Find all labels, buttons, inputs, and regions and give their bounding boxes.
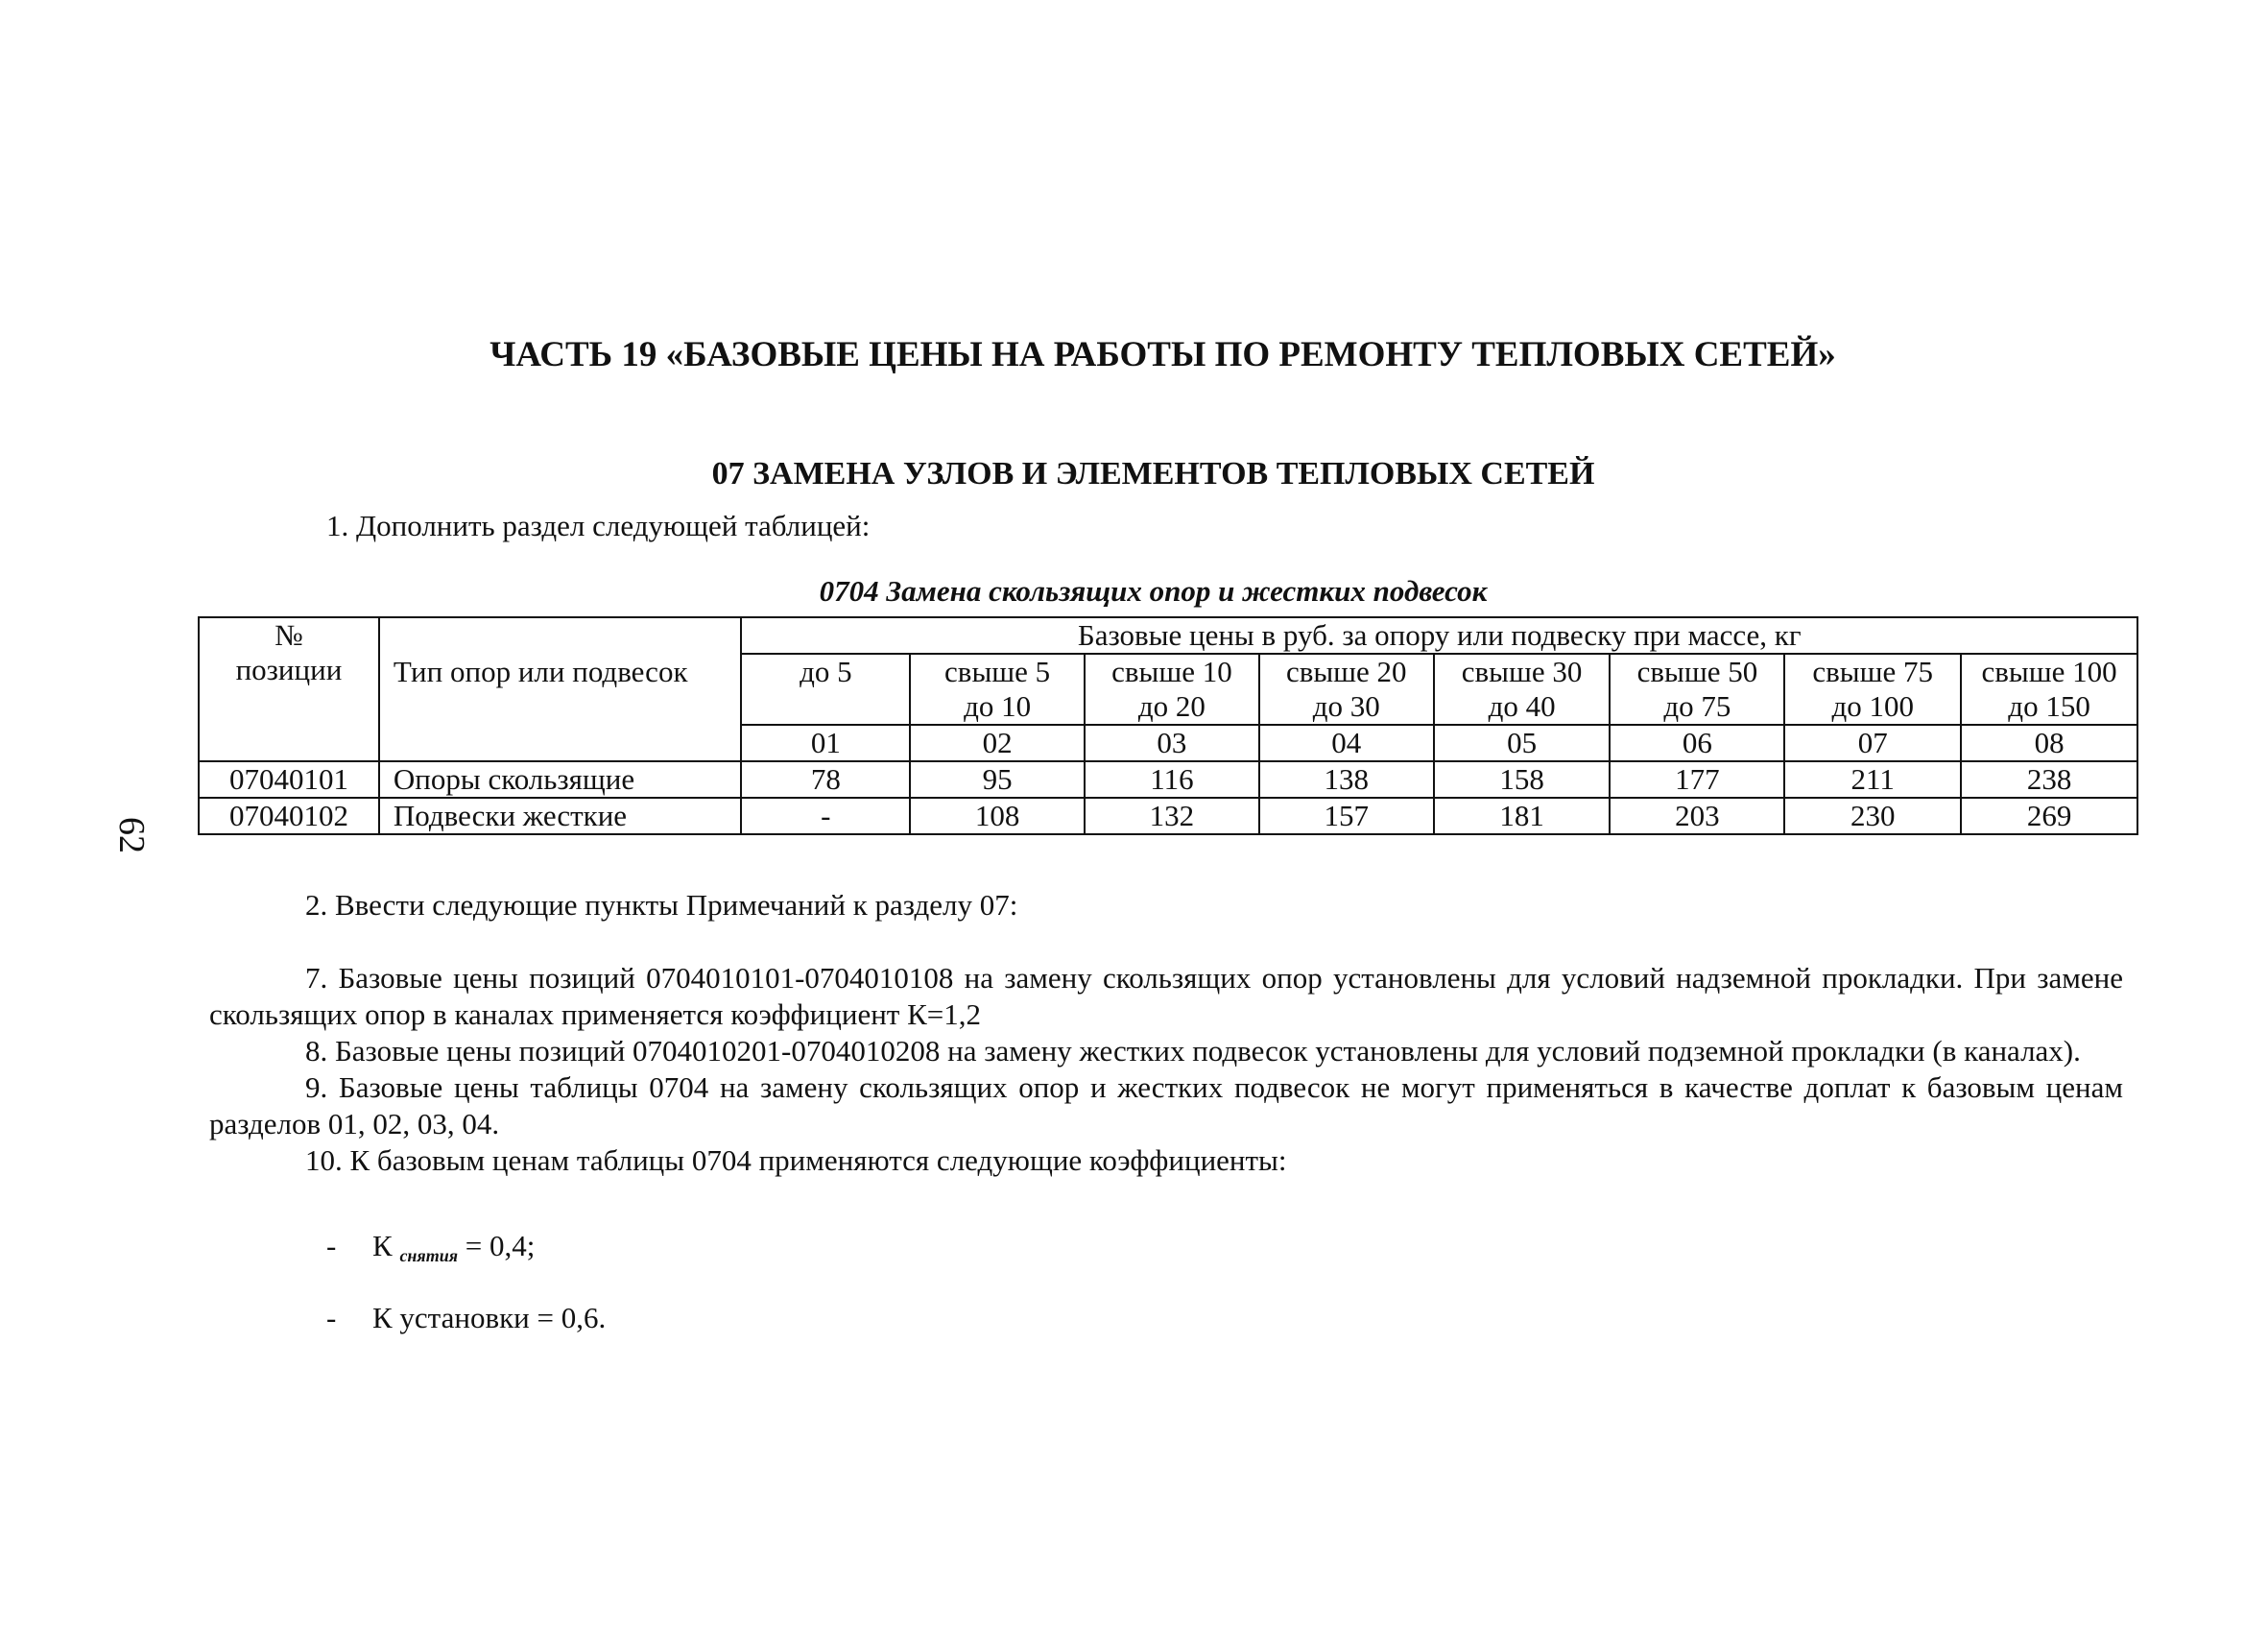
notes-block [209, 960, 2123, 1179]
row-type: Подвески жесткие [379, 798, 742, 834]
price-group-header: Базовые цены в руб. за опору или подвеску при массе, кг [741, 617, 2137, 654]
weight-range-header: свыше 100 до 150 [1961, 654, 2137, 725]
weight-range-header: свыше 20 до 30 [1259, 654, 1434, 725]
weight-range-header: свыше 5 до 10 [910, 654, 1085, 725]
table-row [199, 798, 2137, 834]
price-cell: 181 [1434, 798, 1611, 834]
column-code: 04 [1259, 725, 1434, 761]
coefficient-removal [326, 1229, 535, 1266]
coefficient-subscript: снятия [399, 1246, 458, 1265]
table-caption: 0704 Замена скользящих опор и жестких подвесок [819, 574, 1488, 608]
price-cell: 238 [1961, 761, 2137, 798]
price-cell: - [741, 798, 910, 834]
page-number: 62 [111, 817, 152, 853]
price-cell: 230 [1784, 798, 1961, 834]
row-code: 07040102 [199, 798, 379, 834]
coefficient-prefix: К [372, 1229, 393, 1262]
column-code: 06 [1610, 725, 1784, 761]
column-code: 05 [1434, 725, 1611, 761]
section-title: 07 ЗАМЕНА УЗЛОВ И ЭЛЕМЕНТОВ ТЕПЛОВЫХ СЕТЕЙ [711, 456, 1595, 492]
column-code: 07 [1784, 725, 1961, 761]
price-cell: 269 [1961, 798, 2137, 834]
price-cell: 78 [741, 761, 910, 798]
position-header [199, 617, 379, 761]
position-header-label: позиции [235, 653, 343, 686]
note-10: 10. К базовым ценам таблицы 0704 применяются следующие коэффициенты: [305, 1143, 1287, 1177]
price-cell: 158 [1434, 761, 1611, 798]
table-header-row-1 [199, 617, 2137, 654]
price-cell: 108 [910, 798, 1085, 834]
weight-range-header: свыше 30 до 40 [1434, 654, 1611, 725]
table-row [199, 761, 2137, 798]
note-9: 9. Базовые цены таблицы 0704 на замену скользящих опор и жестких подвесок не могут применяться в качестве доплат к базовым ценам разделов 01, 02, 03, 04. [209, 1070, 2123, 1140]
price-cell: 138 [1259, 761, 1434, 798]
document-title: ЧАСТЬ 19 «БАЗОВЫЕ ЦЕНЫ НА РАБОТЫ ПО РЕМОНТУ ТЕПЛОВЫХ СЕТЕЙ» [489, 335, 1836, 374]
coefficient-install [326, 1301, 606, 1335]
price-cell: 211 [1784, 761, 1961, 798]
weight-range-header: свыше 10 до 20 [1085, 654, 1259, 725]
price-cell: 132 [1085, 798, 1259, 834]
price-cell: 157 [1259, 798, 1434, 834]
type-header: Тип опор или подвесок [379, 617, 742, 761]
list-dash: - [326, 1229, 337, 1262]
price-table [198, 616, 2138, 835]
weight-range-header: до 5 [741, 654, 910, 725]
column-code: 02 [910, 725, 1085, 761]
price-cell: 203 [1610, 798, 1784, 834]
column-code: 01 [741, 725, 910, 761]
price-cell: 116 [1085, 761, 1259, 798]
instruction-2: 2. Ввести следующие пункты Примечаний к разделу 07: [305, 888, 1018, 922]
column-code: 03 [1085, 725, 1259, 761]
weight-range-header: свыше 50 до 75 [1610, 654, 1784, 725]
list-dash: - [326, 1301, 337, 1334]
weight-range-header: свыше 75 до 100 [1784, 654, 1961, 725]
position-header-symbol: № [275, 618, 303, 652]
note-8: 8. Базовые цены позиций 0704010201-0704010208 на замену жестких подвесок установлены для условий подземной прокладки (в каналах). [305, 1034, 2081, 1068]
price-cell: 95 [910, 761, 1085, 798]
instruction-1: 1. Дополнить раздел следующей таблицей: [326, 509, 871, 542]
coefficient-value: = 0,4; [457, 1229, 536, 1262]
row-type: Опоры скользящие [379, 761, 742, 798]
column-code: 08 [1961, 725, 2137, 761]
coefficient-text: К установки = 0,6. [372, 1301, 607, 1334]
price-cell: 177 [1610, 761, 1784, 798]
note-7: 7. Базовые цены позиций 0704010101-0704010108 на замену скользящих опор установлены для условий надземной прокладки. При замене скользящих опор в каналах применяется коэффициент К=1,2 [209, 961, 2123, 1031]
row-code: 07040101 [199, 761, 379, 798]
